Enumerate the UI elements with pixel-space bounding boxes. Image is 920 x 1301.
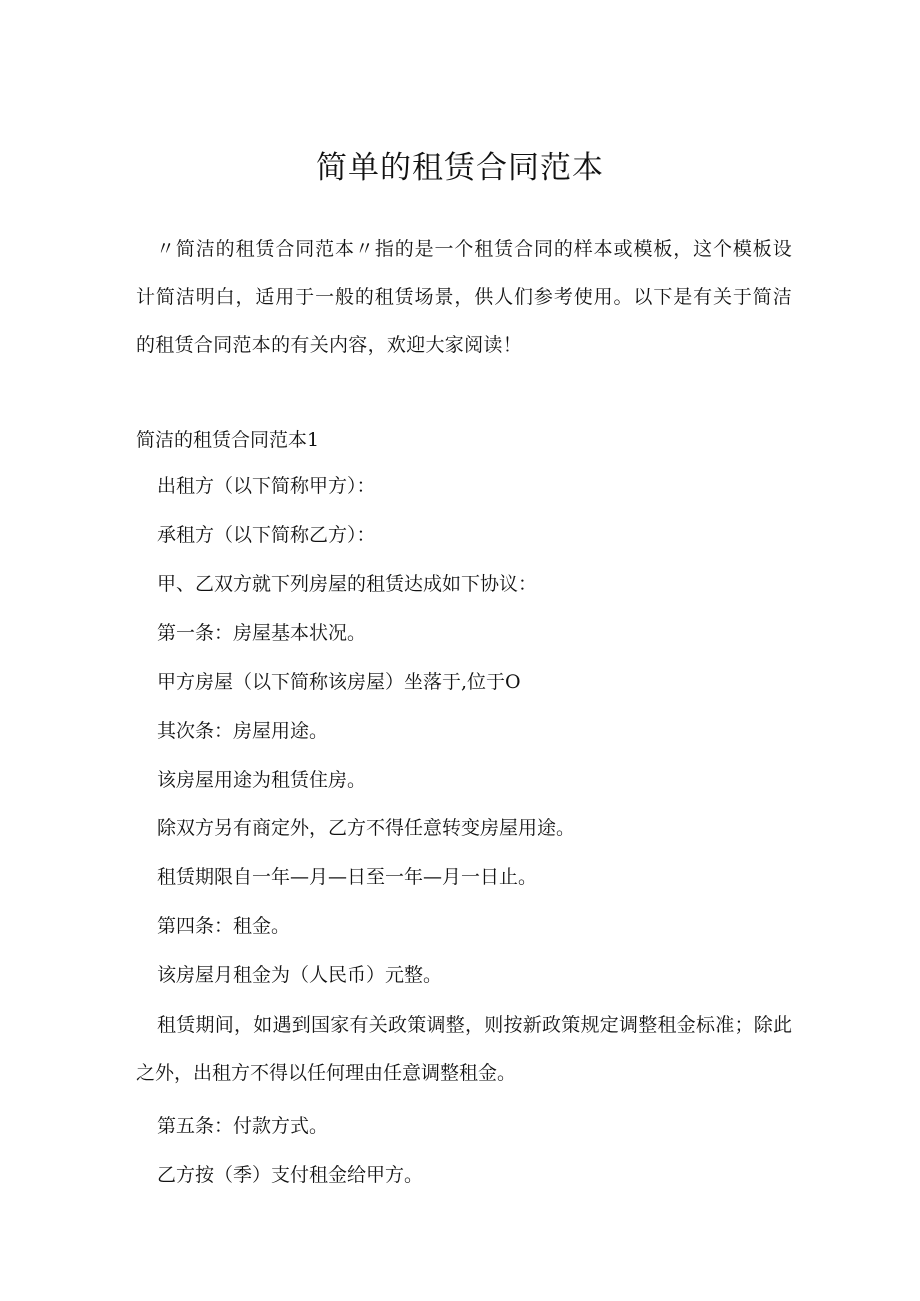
clause-line-article-1: 第一条：房屋基本状况。 [157, 622, 367, 644]
clause-line-usage-restriction: 除双方另有商定外，乙方不得任意转变房屋用途。 [157, 817, 576, 839]
clause-line-lessor: 出租方（以下简称甲方）： [157, 475, 376, 497]
clause-line-article-4: 第四条：租金。 [157, 915, 291, 937]
intro-paragraph: 〃简洁的租赁合同范本〃指的是一个租赁合同的样本或模板，这个模板设计简洁明白，适用于一般的租赁场景，供人们参考使用。以下是有关于简洁的租赁合同范本的有关内容，欢迎大家阅读！ [136, 238, 792, 356]
clause-line-lessee: 承租方（以下简称乙方）： [157, 524, 376, 546]
clause-line-rent-amount: 该房屋月租金为（人民币）元整。 [157, 964, 443, 986]
rent-adjustment-paragraph: 租赁期间，如遇到国家有关政策调整，则按新政策规定调整租金标准；除此之外，出租方不得以任何理由任意调整租金。 [136, 1014, 792, 1084]
clause-line-payment: 乙方按（季）支付租金给甲方。 [157, 1164, 424, 1186]
clause-line-location: 甲方房屋（以下简称该房屋）坐落于,位于O [157, 671, 521, 693]
clause-line-usage: 该房屋用途为租赁住房。 [157, 769, 367, 791]
clause-line-article-2: 其次条：房屋用途。 [157, 720, 329, 742]
clause-line-article-5: 第五条：付款方式。 [157, 1115, 329, 1137]
clause-line-agreement: 甲、乙双方就下列房屋的租赁达成如下协议： [157, 573, 538, 595]
clause-line-term: 租赁期限自一年—月—日至一年—月一日止。 [157, 866, 538, 888]
section-title: 简洁的租赁合同范本1 [136, 429, 320, 451]
document-title: 简单的租赁合同范本 [316, 150, 604, 186]
